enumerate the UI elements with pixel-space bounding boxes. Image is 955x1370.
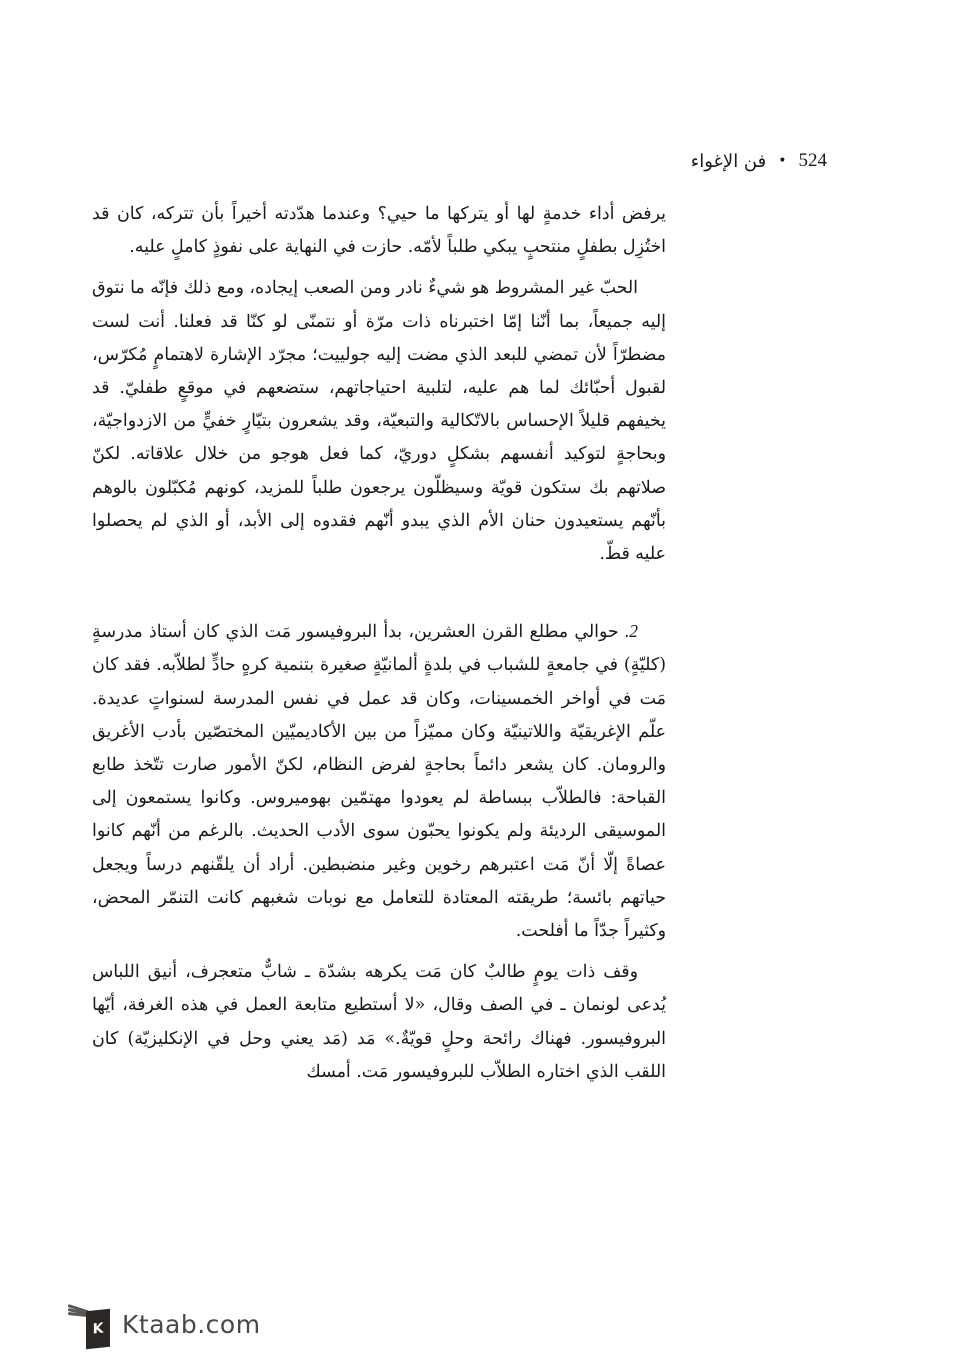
site-name: Ktaab.com (122, 1309, 261, 1339)
paragraph-text: حوالي مطلع القرن العشرين، بدأ البروفيسور مَت الذي كان أستاذ مدرسةٍ (كليّةٍ) في جامعةٍ للشباب في بلدةٍ ألمانيّةٍ صغيرة بتنمية كرهٍ حادٍّ لطلاّبه. فقد كان مَت في أواخر الخمسينات، وكان قد عمل في نفس المدرسة لسنواتٍ عديدة. علّم الإغريقيّة واللاتينيّة وكان مميّزاً من بين الأكاديميّين المختصّين بأدب الأغريق والرومان. كان يشعر دائماً بحاجةٍ لفرض النظام، لكنّ الأمور صارت تتّخذ طابع القباحة: فالطلاّب ببساطة لم يعودوا مهتمّين بهوميروس. وكانوا يستمعون إلى الموسيقى الرديئة ولم يكونوا يحبّون سوى الأدب الحديث. بالرغم من أنّهم كانوا عصاةً إلّا أنّ مَت اعتبرهم رخوين وغير منضبطين. أراد أن يلقّنهم درساً ويجعل حياتهم بائسة؛ طريقته المعتادة للتعامل مع نوبات شغبهم كانت التنمّر المحض، وكثيراً جدّاً ما أفلحت. (92, 622, 666, 942)
page-number: 524 (798, 150, 827, 171)
header-separator-bullet: • (778, 153, 787, 169)
logo-letter: K (92, 1320, 104, 1338)
ktaab-watermark (62, 1290, 261, 1350)
running-header (691, 150, 827, 172)
paragraph-text: الحبّ غير المشروط هو شيءٌ نادر ومن الصعب إيجاده، ومع ذلك فإنّه ما نتوق إليه جميعاً، بما أنّنا إمّا اختبرناه ذات مرّة أو نتمنّى لو كنّا قد فعلنا. أنت لست مضطرّاً لأن تمضي للبعد الذي مضت إليه جولييت؛ مجرّد الإشارة لاهتمامٍ مُكرّس، لقبول أحبّائك لما هم عليه، لتلبية احتياجاتهم، ستضعهم في موقعٍ طفليّ. قد يخيفهم قليلاً الإحساس بالاتّكالية والتبعيّة، وقد يشعرون بتيّارٍ خفيٍّ من الازدواجيّة، وبحاجةٍ لتوكيد أنفسهم بشكلٍ دوريّ، كما فعل هوجو من خلال علاقاته. لكنّ صلاتهم بك ستكون قويّة وسيظلّون يرجعون طلباً للمزيد، كونهم مُكبّلون بالوهم بأنّهم يستعيدون حنان الأم الذي يبدو أنّهم فقدوه إلى الأبد، أو الذي لم يحصلوا عليه قطّ. (92, 278, 666, 565)
open-book-logo-icon (62, 1290, 112, 1350)
paragraph-3-numbered (92, 615, 666, 948)
paragraph-text: وقف ذات يومٍ طالبٌ كان مَت يكرهه بشدّة ـ شابٌّ متعجرف، أنيق اللباس يُدعى لونمان ـ في الصف وقال، «لا أستطيع متابعة العمل في هذه الغرفة، أيّها البروفيسور. فهناك رائحة وحلٍ قويّةٌ.» مَد (مَد يعني وحل في الإنكليزيّة) كان اللقب الذي اختاره الطلاّب للبروفيسور مَت. أمسك (92, 962, 666, 1082)
book-title: فن الإغواء (690, 150, 767, 172)
paragraph-1 (92, 198, 666, 264)
paragraph-2 (92, 272, 666, 571)
book-cover-icon (86, 1309, 110, 1350)
section-number: 2. (624, 621, 638, 642)
paragraph-text: يرفض أداء خدمةٍ لها أو يتركها ما حيي؟ وعندما هدّدته أخيراً بأن تتركه، كان قد اختُزِل بطفلٍ منتحبٍ يبكي طلباً لأمّه. حازت في النهاية على نفوذٍ كاملٍ عليه. (92, 204, 666, 258)
page-body (92, 198, 666, 1089)
paragraph-4 (92, 956, 666, 1089)
